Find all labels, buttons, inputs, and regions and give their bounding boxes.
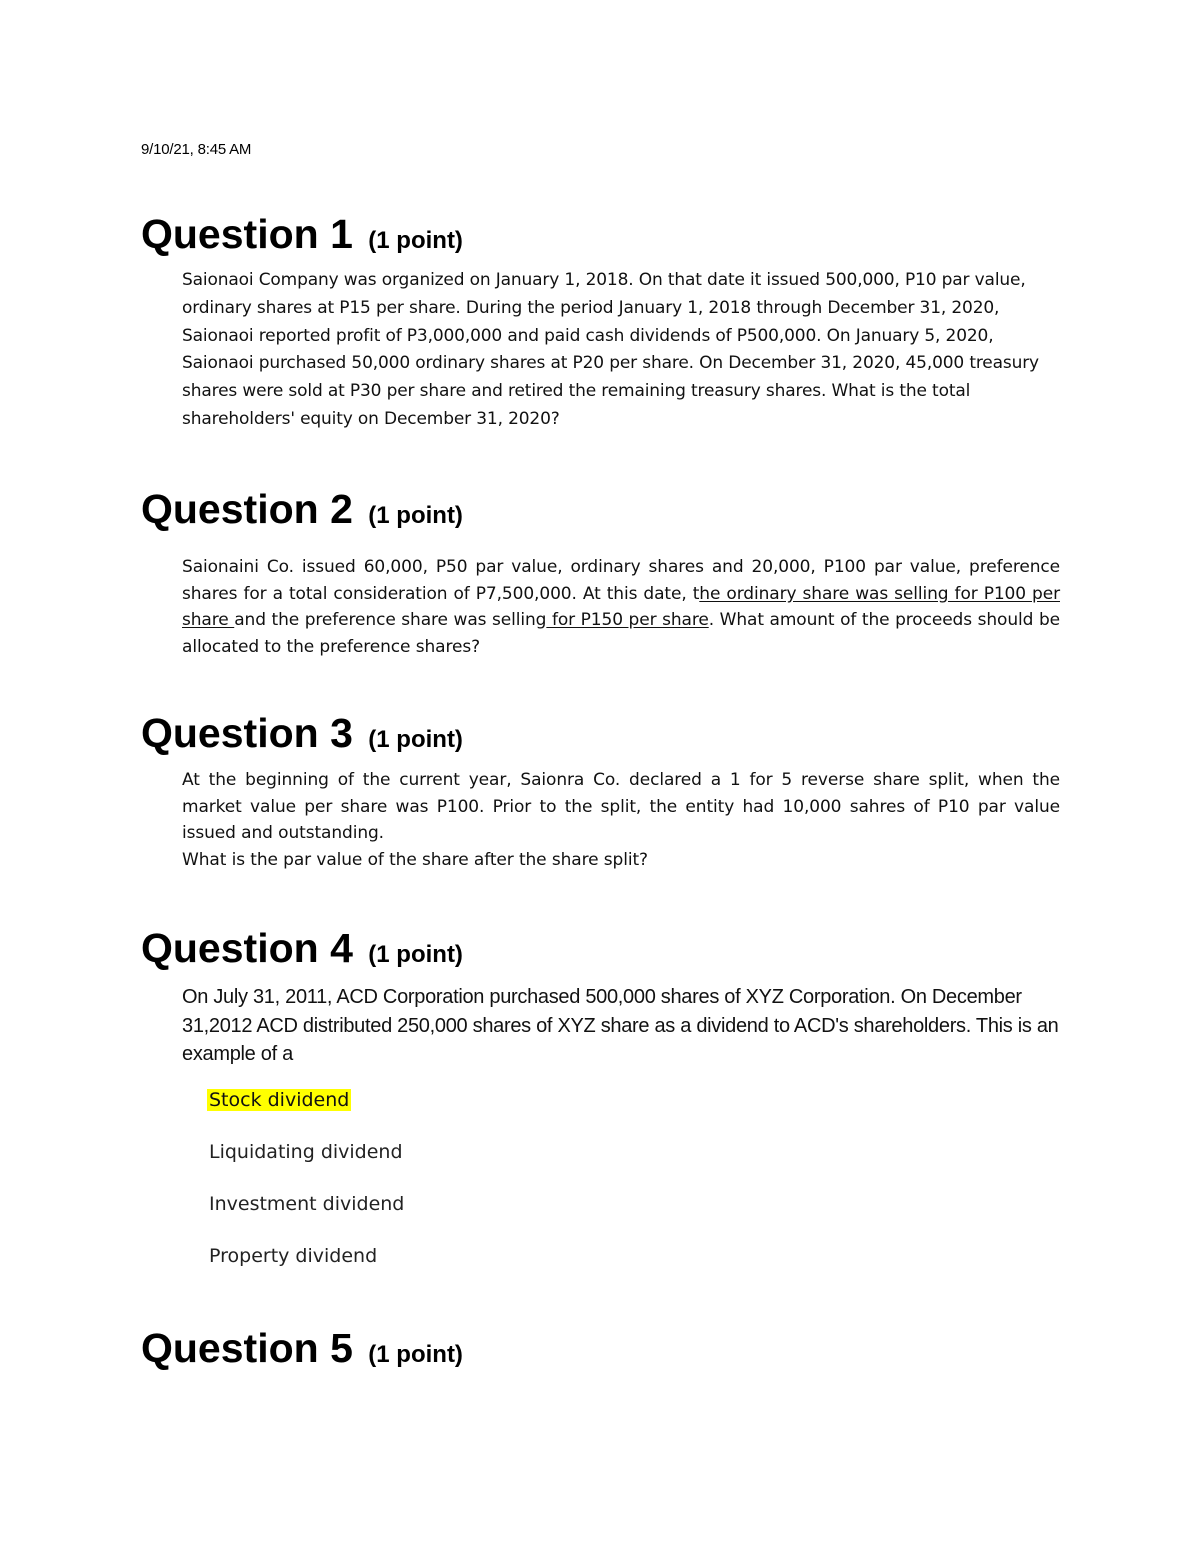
question-4-options [207, 1085, 406, 1293]
question-2-title: Question 2 [141, 486, 353, 532]
question-4-heading [141, 924, 463, 979]
question-2-points: (1 point) [368, 502, 463, 529]
question-3-text [182, 767, 1060, 873]
question-3-question: What is the par value of the share after the share split? [182, 849, 648, 870]
question-4-text: On July 31, 2011, ACD Corporation purchased 500,000 shares of XYZ Corporation. On December 31,2012 ACD distributed 250,000 shares of XYZ share as a dividend to ACD's shareholders. This is an example of a [182, 986, 1059, 1065]
question-5-points: (1 point) [368, 1341, 463, 1368]
question-3-title: Question 3 [141, 710, 353, 756]
question-2-text-part: Saionaini Co. issued 60,000, P50 par value, ordinary shares and 20,000, P100 par value, preference shares for a total consideration of P7,500,000. At this date, t [182, 557, 1060, 604]
question-1-points: (1 point) [368, 227, 463, 254]
question-5-heading [141, 1324, 463, 1379]
option-property-dividend [207, 1241, 406, 1293]
question-1-text: Saionaoi Company was organized on January 1, 2018. On that date it issued 500,000, P10 par value, ordinary shares at P15 per share. During the period January 1, 2018 through December 31, 2020, Saionaoi reported profit of P3,000,000 and paid cash dividends of P500,000. On January 5, 2020, Saionaoi purchased 50,000 ordinary shares at P20 per share. On December 31, 2020, 45,000 treasury shares were sold at P30 per share and retired the remaining treasury shares. What is the total shareholders' equity on December 31, 2020? [182, 270, 1039, 429]
question-2-text-part: and the preference share was selling [234, 610, 547, 631]
question-2-text [182, 554, 1060, 661]
question-2-heading [141, 485, 463, 540]
question-1-title: Question 1 [141, 211, 353, 257]
question-1-heading [141, 210, 463, 265]
question-4-points: (1 point) [368, 941, 463, 968]
question-5-title: Question 5 [141, 1325, 353, 1371]
question-2-underlined-text: he ordinary share was selling for P100 per share [182, 583, 1060, 631]
print-timestamp: 9/10/21, 8:45 AM [141, 141, 252, 158]
option-liquidating-dividend [207, 1137, 406, 1189]
question-2-text-part: . What amount of the proceeds should be allocated to the preference shares? [182, 610, 1060, 658]
question-3-statement: At the beginning of the current year, Saionra Co. declared a 1 for 5 reverse share split, when the market value per share was P100. Prior to the split, the entity had 10,000 sahres of P10 par value issued and outstanding. [182, 770, 1060, 843]
question-2-underlined-text: for P150 per share [546, 610, 709, 631]
option-label: Stock dividend [209, 1089, 350, 1111]
question-3-heading [141, 709, 463, 764]
option-investment-dividend [207, 1189, 406, 1241]
option-label: Property dividend [209, 1245, 378, 1267]
question-4-title: Question 4 [141, 925, 353, 971]
option-label: Liquidating dividend [209, 1141, 403, 1163]
option-stock-dividend [207, 1085, 406, 1137]
question-3-points: (1 point) [368, 726, 463, 753]
option-label: Investment dividend [209, 1193, 405, 1215]
